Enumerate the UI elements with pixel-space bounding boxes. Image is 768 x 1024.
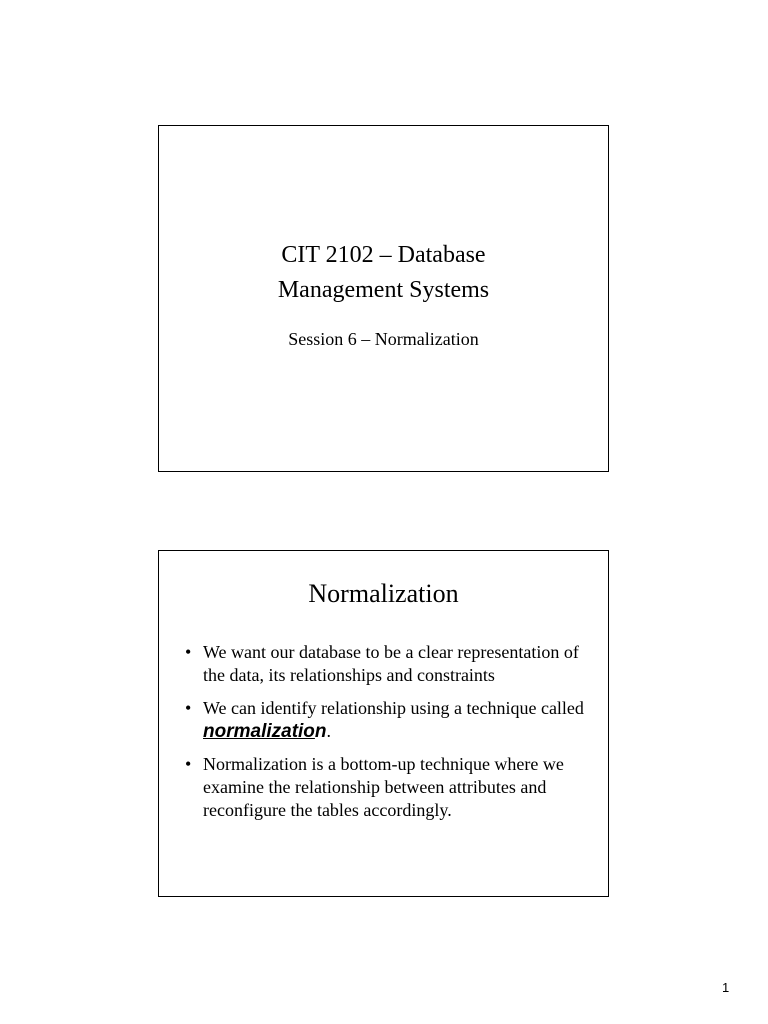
bullet-icon: •: [185, 754, 192, 774]
slide-1: [158, 125, 609, 472]
slide-1-title: [159, 238, 608, 308]
slide-2-title: Normalization: [308, 579, 459, 608]
bullet-text: We want our database to be a clear representation of the data, its relationships and constraints: [203, 642, 579, 685]
bullet-icon: •: [185, 642, 192, 662]
bullet-item: [183, 697, 593, 743]
page-number: 1: [722, 980, 730, 995]
bullet-item: [183, 753, 593, 822]
bullet-text-prefix: We can identify relationship using a technique called: [203, 698, 584, 718]
bullet-list: [183, 641, 593, 832]
emphasized-term: normalizatio: [203, 721, 315, 742]
bullet-text: Normalization is a bottom-up technique where we examine the relationship between attributes and reconfigure the tables accordingly.: [203, 754, 564, 820]
bullet-icon: •: [185, 698, 192, 718]
slide-1-title-line-1: CIT 2102 – Database: [281, 242, 486, 268]
bullet-item: [183, 641, 593, 687]
slide-2: [158, 550, 609, 897]
slide-1-title-line-2: Management Systems: [277, 277, 490, 303]
bullet-text-suffix: .: [326, 721, 332, 741]
emphasized-term-tail: n: [314, 721, 327, 742]
slide-1-subtitle: Session 6 – Normalization: [288, 329, 479, 349]
